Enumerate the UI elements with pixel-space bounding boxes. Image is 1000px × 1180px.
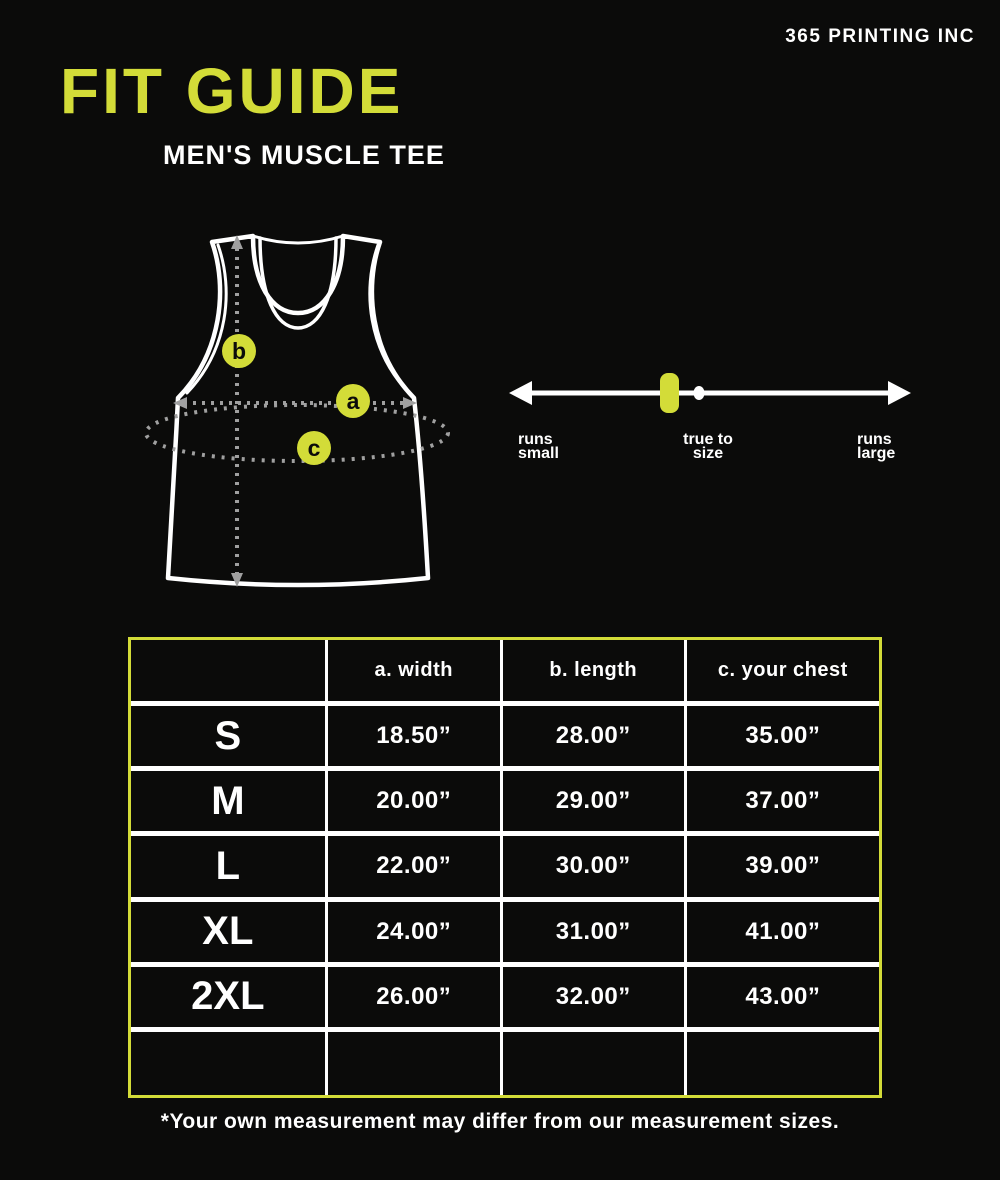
header-size xyxy=(131,640,328,706)
length-value: 30.00” xyxy=(503,836,687,901)
scale-label-runs-large: runs large xyxy=(857,431,896,462)
length-value: 28.00” xyxy=(503,706,687,771)
header-length: b. length xyxy=(503,640,687,706)
table-row-empty xyxy=(131,1032,879,1095)
footnote: *Your own measurement may differ from our measurement sizes. xyxy=(160,1110,840,1133)
width-value: 18.50” xyxy=(328,706,503,771)
svg-text:b: b xyxy=(231,338,247,364)
length-line-b xyxy=(231,235,243,587)
size-label: XL xyxy=(131,902,328,967)
page-title: FIT GUIDE xyxy=(60,55,404,127)
scale-label-runs-small: runs small xyxy=(518,431,559,462)
fit-scale xyxy=(505,358,915,430)
marker-a xyxy=(336,384,370,418)
shirt-outline xyxy=(168,236,428,585)
width-line-a xyxy=(173,397,417,409)
chest-value: 39.00” xyxy=(687,836,879,901)
width-value: 20.00” xyxy=(328,771,503,836)
size-table xyxy=(128,637,882,1098)
length-value: 32.00” xyxy=(503,967,687,1032)
table-row-xl xyxy=(131,902,879,967)
true-to-size-marker xyxy=(660,373,679,413)
marker-b xyxy=(222,334,256,368)
page-subtitle: MEN'S MUSCLE TEE xyxy=(163,140,445,170)
marker-c xyxy=(297,431,331,465)
fit-scale-arrow xyxy=(509,381,911,405)
length-value: 29.00” xyxy=(503,771,687,836)
scale-center-dot xyxy=(694,386,705,400)
width-value: 26.00” xyxy=(328,967,503,1032)
table-row-m xyxy=(131,771,879,836)
header-width: a. width xyxy=(328,640,503,706)
header-chest: c. your chest xyxy=(687,640,879,706)
chest-value: 35.00” xyxy=(687,706,879,771)
size-label: L xyxy=(131,836,328,901)
scale-label-true-to-size: true to size xyxy=(683,431,733,462)
chest-value: 41.00” xyxy=(687,902,879,967)
length-value: 31.00” xyxy=(503,902,687,967)
table-row-l xyxy=(131,836,879,901)
svg-text:a: a xyxy=(346,388,360,414)
muscle-tee-diagram xyxy=(140,228,470,598)
width-value: 24.00” xyxy=(328,902,503,967)
chest-value: 37.00” xyxy=(687,771,879,836)
chest-value: 43.00” xyxy=(687,967,879,1032)
width-value: 22.00” xyxy=(328,836,503,901)
brand-name: 365 PRINTING INC xyxy=(785,26,975,47)
table-row-s xyxy=(131,706,879,771)
svg-text:c: c xyxy=(307,435,321,461)
size-label: 2XL xyxy=(131,967,328,1032)
size-label: M xyxy=(131,771,328,836)
chest-ellipse-c xyxy=(146,405,448,461)
size-label: S xyxy=(131,706,328,771)
table-row-2xl xyxy=(131,967,879,1032)
table-header-row xyxy=(131,640,879,706)
